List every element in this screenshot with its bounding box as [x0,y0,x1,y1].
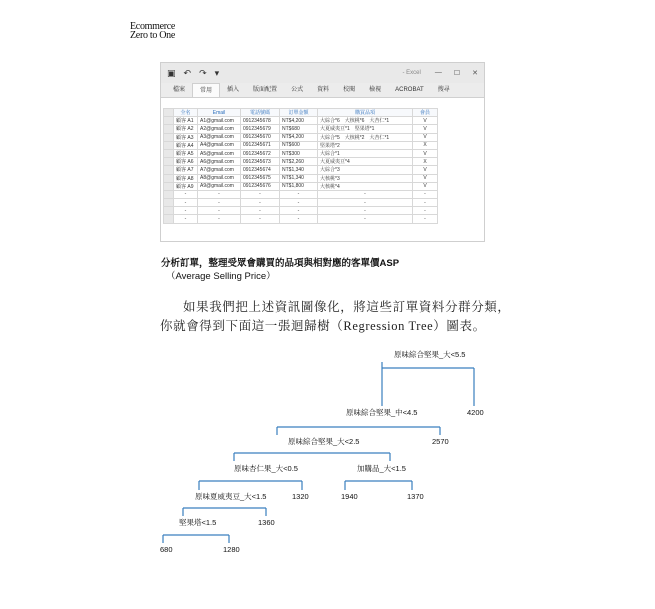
cell-order-amount[interactable]: - [280,215,318,223]
cell-member[interactable]: X [413,158,438,166]
cell-items[interactable]: 大夏威夷豆*1 堅果塔*1 [318,125,413,133]
tree-node: 堅果塔<1.5 [179,518,217,527]
tab-review[interactable]: 校閱 [343,87,356,93]
cell-order-amount[interactable]: NT$680 [280,125,318,133]
minimize-icon[interactable]: — [434,69,442,76]
tree-leaf: 4200 [467,408,484,417]
cell-email[interactable]: A4@gmail.com [198,141,241,149]
tab-insert[interactable]: 插入 [227,87,240,93]
cell-member[interactable]: V [413,166,438,174]
customize-dropdown-icon[interactable]: ▾ [214,67,220,78]
cell-member[interactable]: - [413,215,438,223]
body-paragraph-line-1: 如果我們把上述資訊圖像化，將這些訂單資料分群分類， [183,300,511,314]
tree-node: 加購品_大<1.5 [357,464,406,473]
body-paragraph-line-2: 你就會得到下面這一張迴歸樹（Regression Tree）圖表。 [160,319,486,333]
app-title: - Excel [402,70,421,76]
cell-order-amount[interactable]: NT$1,340 [280,174,318,182]
tree-leaf: 1360 [258,518,275,527]
cell-phone[interactable]: - [241,207,280,215]
cell-name[interactable]: 顧客 A2 [174,125,198,133]
cell-phone[interactable]: - [241,190,280,198]
cell-name[interactable]: - [174,207,198,215]
cell-phone[interactable]: 0912345676 [241,182,280,190]
cell-email[interactable]: A3@gmail.com [198,133,241,141]
cell-items[interactable]: 大核桃*3 [318,174,413,182]
logo-line-2: Zero to One [130,30,176,41]
cell-items[interactable]: 大綜合*6 大核桃*6 大杏仁*1 [318,117,413,125]
column-header-email[interactable]: Email [198,109,241,117]
cell-name[interactable]: 顧客 A7 [174,166,198,174]
figure-caption: 分析訂單，整理受眾會購買的品項與相對應的客單價ASP [161,258,400,269]
column-header-name[interactable]: 全名 [174,109,198,117]
cell-phone[interactable]: 0912345679 [241,125,280,133]
cell-phone[interactable]: - [241,215,280,223]
cell-items[interactable]: - [318,199,413,207]
tree-leaf: 1320 [292,492,309,501]
close-icon[interactable]: ✕ [472,70,478,77]
tree-node-root: 原味綜合堅果_大<5.5 [394,350,466,359]
tab-view[interactable]: 檢視 [369,87,382,93]
logo-line-1: Ecommerce [130,21,176,32]
tab-data[interactable]: 資料 [317,87,330,93]
tree-leaf: 1940 [341,492,358,501]
cell-order-amount[interactable]: - [280,190,318,198]
cell-phone[interactable]: 0912345674 [241,166,280,174]
tree-leaf: 1370 [407,492,424,501]
tree-node: 原味杏仁果_大<0.5 [234,464,298,473]
tree-node: 原味夏威夷豆_大<1.5 [195,492,267,501]
cell-order-amount[interactable]: - [280,207,318,215]
figure-caption-subtitle: （Average Selling Price） [166,271,276,282]
cell-name[interactable]: - [174,190,198,198]
cell-phone[interactable]: 0912345678 [241,117,280,125]
cell-items[interactable]: - [318,190,413,198]
cell-member[interactable]: V [413,117,438,125]
tab-acrobat[interactable]: ACROBAT [395,87,424,93]
tab-page-layout[interactable]: 版面配置 [253,87,278,93]
cell-order-amount[interactable]: NT$600 [280,141,318,149]
cell-email[interactable]: A1@gmail.com [198,117,241,125]
tab-search[interactable]: 搜尋 [437,87,450,93]
column-header-member[interactable]: 會員 [413,109,438,117]
cell-items[interactable]: - [318,207,413,215]
cell-items[interactable]: 堅果塔*2 [318,141,413,149]
cell-name[interactable]: 顧客 A3 [174,133,198,141]
cell-member[interactable]: V [413,125,438,133]
cell-name[interactable]: 顧客 A1 [174,117,198,125]
tab-file[interactable]: 檔案 [173,87,186,93]
cell-email[interactable]: - [198,190,241,198]
cell-email[interactable]: A5@gmail.com [198,149,241,157]
cell-phone[interactable]: 0912345673 [241,158,280,166]
cell-name[interactable]: 顧客 A6 [174,158,198,166]
cell-items[interactable]: 大核桃*4 [318,182,413,190]
cell-items[interactable]: 大綜合*1 [318,149,413,157]
tree-leaf: 1280 [223,545,240,554]
cell-member[interactable]: - [413,190,438,198]
tree-node: 原味綜合堅果_大<2.5 [288,437,360,446]
cell-phone[interactable]: 0912345670 [241,133,280,141]
cell-member[interactable]: V [413,149,438,157]
tab-formulas[interactable]: 公式 [291,87,304,93]
tree-leaf: 680 [160,545,173,554]
cell-phone[interactable]: 0912345675 [241,174,280,182]
cell-order-amount[interactable]: NT$4,200 [280,133,318,141]
cell-email[interactable]: - [198,215,241,223]
maximize-icon[interactable]: ☐ [453,70,461,77]
cell-email[interactable]: A9@gmail.com [198,182,241,190]
cell-order-amount[interactable]: - [280,199,318,207]
cell-member[interactable]: V [413,133,438,141]
cell-member[interactable]: - [413,199,438,207]
cell-items[interactable]: - [318,215,413,223]
cell-email[interactable]: A7@gmail.com [198,166,241,174]
cell-email[interactable]: - [198,199,241,207]
cell-items[interactable]: 大夏威夷豆*4 [318,158,413,166]
cell-name[interactable]: 顧客 A5 [174,149,198,157]
cell-order-amount[interactable]: NT$2,260 [280,158,318,166]
cell-member[interactable]: V [413,182,438,190]
cell-phone[interactable]: 0912345671 [241,141,280,149]
column-header-order-amount[interactable]: 訂單金額 [280,109,318,117]
cell-member[interactable]: - [413,207,438,215]
column-header-items[interactable]: 購買品項 [318,109,413,117]
cell-name[interactable]: 顧客 A9 [174,182,198,190]
undo-icon[interactable]: ↶ [183,67,192,78]
cell-email[interactable]: A2@gmail.com [198,125,241,133]
redo-icon[interactable]: ↷ [199,67,207,78]
tree-leaf: 2570 [432,437,449,446]
cell-name[interactable]: - [174,199,198,207]
cell-order-amount[interactable]: NT$4,200 [280,117,318,125]
cell-phone[interactable]: 0912345672 [241,149,280,157]
cell-name[interactable]: 顧客 A8 [174,174,198,182]
cell-phone[interactable]: - [241,199,280,207]
cell-email[interactable]: - [198,207,241,215]
cell-email[interactable]: A6@gmail.com [198,158,241,166]
tab-home[interactable]: 常用 [192,83,220,97]
cell-items[interactable]: 大綜合*3 [318,166,413,174]
cell-order-amount[interactable]: NT$300 [280,149,318,157]
column-header-phone[interactable]: 電話號碼 [241,109,280,117]
cell-member[interactable]: V [413,174,438,182]
cell-name[interactable]: 顧客 A4 [174,141,198,149]
cell-email[interactable]: A8@gmail.com [198,174,241,182]
tree-node: 原味綜合堅果_中<4.5 [346,408,418,417]
cell-order-amount[interactable]: NT$1,800 [280,182,318,190]
save-icon[interactable]: ▣ [167,67,176,78]
cell-name[interactable]: - [174,215,198,223]
cell-order-amount[interactable]: NT$1,340 [280,166,318,174]
cell-member[interactable]: X [413,141,438,149]
cell-items[interactable]: 大綜合*5 大核桃*2 大杏仁*1 [318,133,413,141]
